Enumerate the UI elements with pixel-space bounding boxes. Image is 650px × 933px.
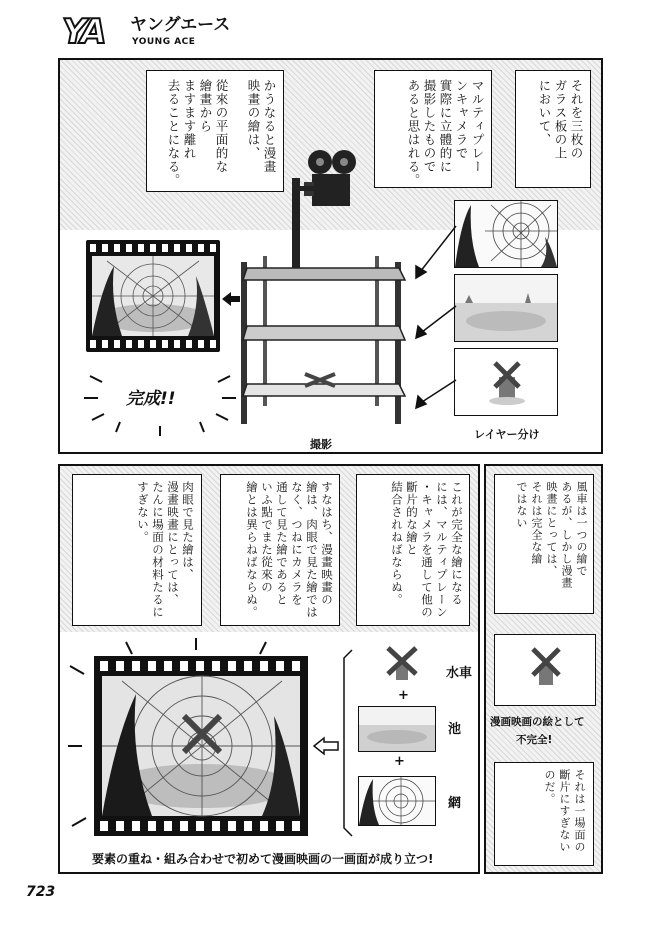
complete-burst-lines xyxy=(80,356,240,440)
caption-mid-text: マルティプレー ンキャメラで 實際に立體的に 撮影したもので あると思はれる。 xyxy=(406,79,485,187)
bracket-line xyxy=(342,650,352,836)
movie-camera-icon xyxy=(282,148,372,268)
magazine-title-jp: ヤングエース xyxy=(130,15,231,35)
pond-element-image xyxy=(358,706,436,752)
caption-box-left xyxy=(146,70,284,192)
layer-arrows xyxy=(410,220,460,410)
shooting-label: 撮影 xyxy=(310,438,332,451)
complete-label: 完成!! xyxy=(126,389,176,409)
spiderweb-scene-icon xyxy=(92,256,214,336)
label-pond: 池 xyxy=(448,722,462,737)
pond-element-icon xyxy=(359,707,435,751)
panel-top xyxy=(58,58,603,454)
layer-waterwheel-image xyxy=(454,348,558,416)
plus-sign-2: + xyxy=(394,754,405,769)
magazine-logo xyxy=(62,14,262,54)
label-web: 網 xyxy=(448,796,462,811)
waterwheel-icon xyxy=(455,349,557,415)
bottom-caption: 要素の重ね・組み合わせで初めて漫画映画の一画面が成り立つ! xyxy=(92,852,434,866)
layer-pond-image xyxy=(454,274,558,342)
pond-icon xyxy=(455,275,557,341)
caption-box-mid xyxy=(374,70,492,188)
caption-left-text: かうなると漫畫 映畫の繪は、 從來の平面的な 繪畫から ますます離れ 去ることになる。 xyxy=(166,79,277,187)
caption-box-b xyxy=(220,474,340,626)
magazine-title-en: YOUNG ACE xyxy=(132,37,196,47)
layer-web-image xyxy=(454,200,558,268)
waterwheel-element-icon xyxy=(382,642,422,686)
caption-right-text: それを三枚の ガラス板の上 において、 xyxy=(537,79,584,160)
caption-box-right xyxy=(515,70,591,188)
caption-bottom-right-text: それは一場面の 斷片にすぎない のだ。 xyxy=(543,769,586,853)
waterwheel-sample-image xyxy=(494,634,596,706)
incomplete-label-line1: 漫画映画の絵として xyxy=(490,716,585,728)
caption-top-right-text: 風車は一つの繪で あるが、しかし漫畫 映畫にとっては、 それは完全な繪 ではない xyxy=(515,481,588,589)
caption-c-text: 肉眼で見た繪は、 漫畫映畫にとっては、 たんに場面の材料たるに すぎない。 xyxy=(136,481,195,619)
caption-box-c xyxy=(72,474,202,626)
caption-box-top-right xyxy=(494,474,594,614)
glass-shelf-rig xyxy=(235,256,415,426)
arrow-to-large-film-icon xyxy=(314,738,338,754)
caption-b-text: すなはち、漫畫映畫の 繪は、肉眼で見た繪では なく、つねにカメラを 通して見た繪であると いふ點でまた從來の 繪とは異らねばならぬ。 xyxy=(245,481,334,619)
panel-bottom-right xyxy=(484,464,603,874)
label-waterwheel: 水車 xyxy=(446,666,473,681)
page-number: 723 xyxy=(26,884,56,900)
caption-box-bottom-right xyxy=(494,762,594,866)
logo-mark: YA xyxy=(62,12,104,52)
film-strip-complete xyxy=(86,240,220,352)
web-element-image xyxy=(358,776,436,826)
caption-a-text: これが完全な繪になる には、マルティプレーン ・キャメラを通して他の 斷片的な繪と 結合されねばならぬ。 xyxy=(390,481,464,619)
arrow-to-film-icon xyxy=(222,292,240,306)
layer-label: レイヤー分け xyxy=(474,428,540,441)
waterwheel-sample-icon xyxy=(495,635,595,705)
plus-sign-1: + xyxy=(398,688,409,703)
spiderweb-icon xyxy=(455,201,557,267)
incomplete-label-line2: 不完全! xyxy=(516,734,553,746)
panel-bottom-left xyxy=(58,464,480,874)
caption-box-a xyxy=(356,474,470,626)
burst-lines-large xyxy=(66,636,336,862)
web-element-icon xyxy=(359,777,435,825)
